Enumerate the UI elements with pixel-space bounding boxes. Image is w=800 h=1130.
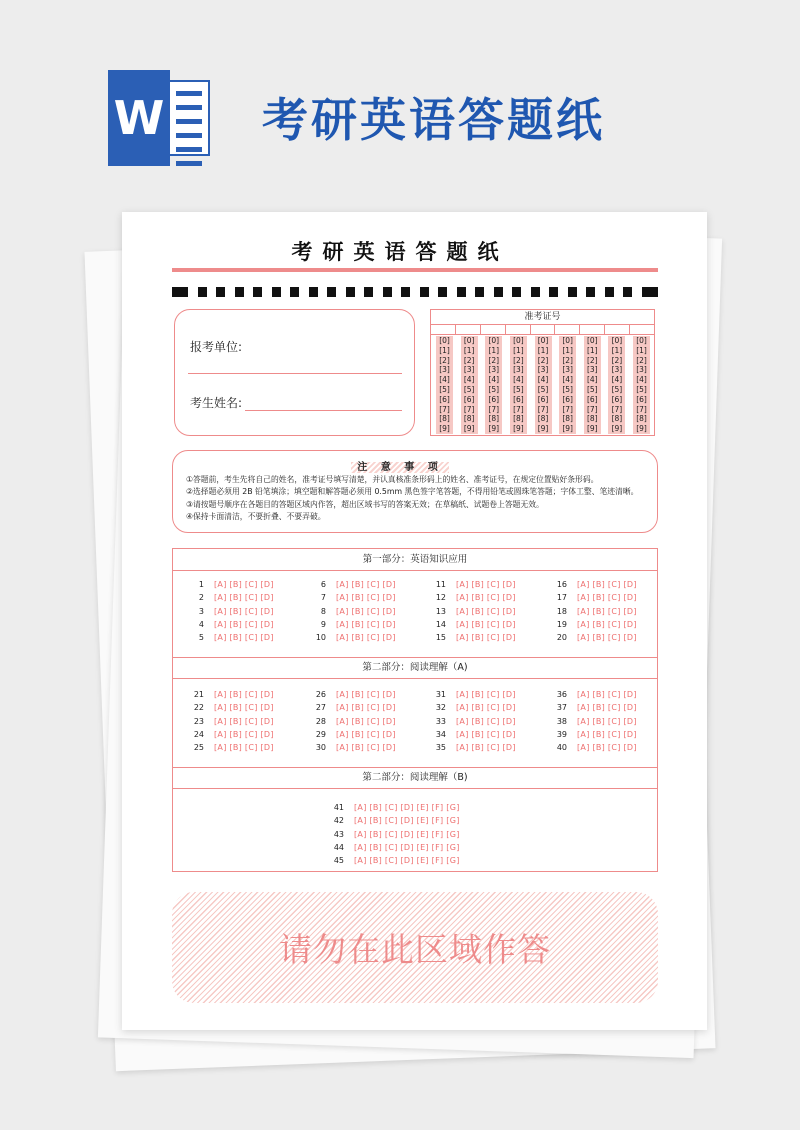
answer-options[interactable]: [A] [B] [C] [D] <box>577 580 637 589</box>
question-number: 14 <box>435 619 446 629</box>
digit-bubble[interactable]: [3] <box>611 365 623 375</box>
answer-options[interactable]: [A] [B] [C] [D] <box>214 633 274 643</box>
question-row <box>553 631 637 644</box>
digit-bubble[interactable]: [6] <box>439 394 450 404</box>
digit-bubble[interactable]: [7] <box>636 404 647 414</box>
digit-bubble[interactable]: [0] <box>586 336 598 345</box>
no-answer-zone <box>172 892 658 1003</box>
timing-mark <box>216 287 225 297</box>
digit-bubble[interactable]: [5] <box>611 384 623 394</box>
question-row <box>190 688 274 701</box>
digit-bubble[interactable]: [6] <box>488 394 500 404</box>
question-row <box>432 605 516 618</box>
no-answer-label: 请勿在此区域作答 <box>279 930 551 969</box>
digit-bubble[interactable]: [4] <box>463 375 475 385</box>
digit-bubble[interactable]: [4] <box>562 375 573 385</box>
digit-column[interactable] <box>485 336 502 434</box>
name-label: 考生姓名: <box>190 396 243 410</box>
digit-bubble[interactable]: [7] <box>439 404 450 414</box>
answer-options[interactable]: [A] [B] [C] [D] <box>214 743 274 753</box>
digit-bubble[interactable]: [3] <box>439 365 450 375</box>
question-number: 41 <box>333 803 344 812</box>
answer-options[interactable]: [A] [B] [C] [D] <box>214 729 274 739</box>
answer-options[interactable]: [A] [B] [C] [D] <box>456 703 516 713</box>
question-row <box>553 578 637 591</box>
digit-column[interactable] <box>608 336 625 434</box>
question-number: 24 <box>193 729 204 739</box>
question-number: 35 <box>435 743 446 753</box>
question-row <box>332 828 460 841</box>
question-row <box>553 701 637 714</box>
digit-bubble[interactable]: [2] <box>636 355 647 365</box>
digit-bubble[interactable]: [9] <box>562 424 573 434</box>
answer-options[interactable]: [A] [B] [C] [D] <box>577 690 637 699</box>
digit-bubble[interactable]: [1] <box>488 345 500 355</box>
question-number: 10 <box>315 633 326 643</box>
digit-bubble[interactable]: [9] <box>488 424 500 434</box>
question-row <box>312 578 396 591</box>
question-number: 29 <box>315 729 326 739</box>
question-number: 42 <box>333 816 344 826</box>
sheet-title: 考研英语答题纸 <box>291 240 509 264</box>
answer-options[interactable]: [A] [B] [C] [D] <box>456 729 516 739</box>
timing-mark <box>457 287 466 297</box>
question-number: 7 <box>320 593 326 603</box>
digit-bubble[interactable]: [3] <box>537 365 549 375</box>
digit-bubble[interactable]: [0] <box>488 336 500 345</box>
timing-mark <box>438 287 447 297</box>
digit-bubble[interactable]: [2] <box>439 355 450 365</box>
question-column <box>190 688 274 754</box>
question-row <box>432 618 516 631</box>
question-row <box>312 715 396 728</box>
question-number: 23 <box>193 716 204 726</box>
digit-bubble[interactable]: [8] <box>439 414 450 424</box>
digit-bubble[interactable]: [9] <box>537 424 549 434</box>
question-number: 43 <box>333 829 344 839</box>
digit-bubble[interactable]: [7] <box>513 404 524 414</box>
unit-field[interactable] <box>188 373 402 374</box>
timing-mark <box>401 287 410 297</box>
answer-options[interactable]: [A] [B] [C] [D] [E] [F] [G] <box>354 803 460 812</box>
digit-bubble[interactable]: [9] <box>463 424 475 434</box>
digit-bubble[interactable]: [0] <box>439 336 450 345</box>
question-column <box>432 688 516 754</box>
answer-options[interactable]: [A] [B] [C] [D] [E] [F] [G] <box>354 842 460 852</box>
digit-bubble[interactable]: [9] <box>439 424 450 434</box>
digit-bubble[interactable]: [3] <box>463 365 475 375</box>
digit-bubble[interactable]: [8] <box>562 414 573 424</box>
question-row <box>432 741 516 754</box>
question-number: 45 <box>333 856 344 866</box>
digit-bubble[interactable]: [9] <box>636 424 647 434</box>
answer-options[interactable]: [A] [B] [C] [D] <box>456 593 516 603</box>
question-row <box>312 741 396 754</box>
question-number: 31 <box>435 690 446 699</box>
digit-bubble[interactable]: [6] <box>562 394 573 404</box>
question-number: 8 <box>320 606 326 616</box>
note-item: ①答题前，考生先将自己的姓名，准考证号填写清楚，并认真核准条形码上的姓名、准考证号，在规定位置贴好条形码。 <box>186 475 599 484</box>
question-number: 3 <box>198 606 204 616</box>
title-rule <box>172 268 658 272</box>
question-number: 44 <box>333 842 344 852</box>
digit-bubble[interactable]: [2] <box>488 355 500 365</box>
digit-bubble[interactable]: [7] <box>611 404 623 414</box>
digit-column[interactable] <box>535 336 552 434</box>
answer-options[interactable]: [A] [B] [C] [D] <box>336 690 396 699</box>
digit-bubble[interactable]: [4] <box>513 375 524 385</box>
ticket-number-grid <box>430 309 655 436</box>
timing-mark <box>364 287 373 297</box>
question-row <box>190 578 274 591</box>
question-number: 11 <box>435 580 446 589</box>
unit-label: 报考单位: <box>190 340 243 354</box>
note-item: ②选择题必须用 2B 铅笔填涂；填空题和解答题必须用 0.5mm 黑色签字笔答题，不得用铅笔或圆珠笔答题；字体工整、笔迹清晰。 <box>186 487 639 497</box>
digit-bubble[interactable]: [1] <box>611 345 623 355</box>
digit-bubble[interactable]: [8] <box>611 414 623 424</box>
question-number: 16 <box>556 580 567 589</box>
digit-bubble[interactable]: [6] <box>463 394 475 404</box>
question-row <box>190 591 274 604</box>
answer-options[interactable]: [A] [B] [C] [D] <box>456 606 516 616</box>
timing-mark <box>346 287 355 297</box>
answer-options[interactable]: [A] [B] [C] [D] <box>577 606 637 616</box>
digit-bubble[interactable]: [1] <box>562 345 573 355</box>
digit-bubble[interactable]: [3] <box>513 365 524 375</box>
answer-options[interactable]: [A] [B] [C] [D] <box>214 690 274 699</box>
timing-mark <box>531 287 540 297</box>
question-row <box>553 591 637 604</box>
digit-bubble[interactable]: [8] <box>463 414 475 424</box>
digit-bubble[interactable]: [5] <box>488 384 500 394</box>
question-row <box>332 854 460 867</box>
answer-options[interactable]: [A] [B] [C] [D] <box>336 703 396 713</box>
question-number: 2 <box>198 593 204 603</box>
answer-options[interactable]: [A] [B] [C] [D] <box>214 606 274 616</box>
timing-mark <box>623 287 632 297</box>
notes-list <box>186 474 638 523</box>
digit-bubble[interactable]: [6] <box>636 394 647 404</box>
digit-column[interactable] <box>461 336 478 434</box>
page-title: 考研英语答题纸 <box>262 93 605 147</box>
question-row <box>332 801 460 814</box>
question-number: 28 <box>315 716 326 726</box>
question-number: 4 <box>198 619 204 629</box>
timing-mark <box>494 287 503 297</box>
question-column <box>190 578 274 644</box>
answer-options[interactable]: [A] [B] [C] [D] <box>577 619 637 629</box>
question-row <box>553 741 637 754</box>
question-row <box>190 741 274 754</box>
timing-mark <box>642 287 658 297</box>
answer-options[interactable]: [A] [B] [C] [D] <box>456 690 516 699</box>
question-row <box>312 688 396 701</box>
digit-bubble[interactable]: [2] <box>586 355 598 365</box>
question-number: 21 <box>193 690 204 699</box>
answer-options[interactable]: [A] [B] [C] [D] <box>336 633 396 643</box>
digit-bubble[interactable]: [5] <box>537 384 549 394</box>
question-number: 32 <box>435 703 446 713</box>
digit-bubble[interactable]: [0] <box>562 336 573 345</box>
digit-bubble[interactable]: [8] <box>636 414 647 424</box>
digit-bubble[interactable]: [7] <box>562 404 573 414</box>
question-row <box>312 618 396 631</box>
notes-title: 注 意 事 项 <box>0 458 800 473</box>
question-number: 30 <box>315 743 326 753</box>
section-1-title: 第一部分：英语知识应用 <box>173 549 657 571</box>
ticket-number-label: 准考证号 <box>431 310 654 325</box>
question-row <box>190 631 274 644</box>
question-number: 6 <box>320 580 326 589</box>
question-row <box>553 715 637 728</box>
digit-bubble[interactable]: [1] <box>439 345 450 355</box>
answer-options[interactable]: [A] [B] [C] [D] <box>214 580 274 589</box>
question-row <box>190 605 274 618</box>
digit-bubble[interactable]: [3] <box>636 365 647 375</box>
question-number: 1 <box>198 580 204 589</box>
question-row <box>553 605 637 618</box>
question-number: 36 <box>556 690 567 699</box>
answer-options[interactable]: [A] [B] [C] [D] <box>336 716 396 726</box>
name-field[interactable] <box>245 410 402 411</box>
question-row <box>332 814 460 827</box>
digit-bubble[interactable]: [4] <box>488 375 500 385</box>
digit-bubble[interactable]: [1] <box>636 345 647 355</box>
question-column <box>312 688 396 754</box>
answer-options[interactable]: [A] [B] [C] [D] <box>214 619 274 629</box>
digit-bubble[interactable]: [6] <box>513 394 524 404</box>
question-number: 39 <box>556 729 567 739</box>
digit-bubble[interactable]: [2] <box>537 355 549 365</box>
question-column <box>332 801 460 867</box>
question-row <box>312 728 396 741</box>
digit-bubble[interactable]: [5] <box>463 384 475 394</box>
answer-options[interactable]: [A] [B] [C] [D] <box>336 619 396 629</box>
digit-bubble[interactable]: [6] <box>537 394 549 404</box>
digit-bubble[interactable]: [9] <box>513 424 524 434</box>
question-row <box>312 631 396 644</box>
timing-mark <box>253 287 262 297</box>
question-row <box>432 715 516 728</box>
question-number: 13 <box>435 606 446 616</box>
answer-options[interactable]: [A] [B] [C] [D] <box>577 716 637 726</box>
question-row <box>312 605 396 618</box>
question-row <box>332 841 460 854</box>
answer-options[interactable]: [A] [B] [C] [D] <box>577 729 637 739</box>
question-row <box>190 728 274 741</box>
digit-bubble[interactable]: [8] <box>513 414 524 424</box>
timing-mark <box>290 287 299 297</box>
digit-bubble[interactable]: [9] <box>586 424 598 434</box>
timing-mark <box>605 287 614 297</box>
section-2a-title: 第二部分：阅读理解（A) <box>173 657 657 679</box>
timing-mark <box>235 287 244 297</box>
digit-column[interactable] <box>559 336 576 434</box>
digit-column[interactable] <box>510 336 527 434</box>
note-item: ④保持卡面清洁，不要折叠、不要弄破。 <box>186 511 326 521</box>
digit-bubble[interactable]: [7] <box>586 404 598 414</box>
digit-bubble[interactable]: [8] <box>586 414 598 424</box>
digit-column[interactable] <box>584 336 601 434</box>
digit-bubble[interactable]: [0] <box>611 336 623 345</box>
answer-options[interactable]: [A] [B] [C] [D] <box>336 606 396 616</box>
question-row <box>432 591 516 604</box>
timing-mark <box>420 287 429 297</box>
digit-column[interactable] <box>436 336 453 434</box>
question-number: 12 <box>435 593 446 603</box>
digit-bubble[interactable]: [7] <box>537 404 549 414</box>
timing-mark <box>512 287 521 297</box>
answer-options[interactable]: [A] [B] [C] [D] <box>456 716 516 726</box>
digit-bubble[interactable]: [8] <box>488 414 500 424</box>
answer-options[interactable]: [A] [B] [C] [D] <box>456 580 516 589</box>
digit-bubble[interactable]: [1] <box>537 345 549 355</box>
question-row <box>432 701 516 714</box>
digit-bubble[interactable]: [2] <box>611 355 623 365</box>
question-column <box>553 688 637 754</box>
digit-bubble[interactable]: [5] <box>562 384 573 394</box>
digit-bubble[interactable]: [0] <box>537 336 549 345</box>
note-item: ③请按题号顺序在各题目的答题区域内作答，超出区域书写的答案无效；在草稿纸、试题卷上答题无效。 <box>186 499 544 509</box>
question-number: 34 <box>435 729 446 739</box>
question-number: 18 <box>556 606 567 616</box>
digit-bubble[interactable]: [2] <box>463 355 475 365</box>
question-row <box>312 701 396 714</box>
digit-bubble[interactable]: [5] <box>636 384 647 394</box>
digit-bubble[interactable]: [0] <box>463 336 475 345</box>
page-header <box>0 0 800 190</box>
digit-bubble[interactable]: [5] <box>439 384 450 394</box>
digit-bubble[interactable]: [0] <box>513 336 524 345</box>
digit-bubble[interactable]: [4] <box>611 375 623 385</box>
answer-options[interactable]: [A] [B] [C] [D] <box>336 593 396 603</box>
timing-mark <box>586 287 595 297</box>
digit-bubble[interactable]: [1] <box>513 345 524 355</box>
word-logo-icon <box>108 70 212 166</box>
question-number: 15 <box>435 633 446 643</box>
digit-bubble[interactable]: [8] <box>537 414 549 424</box>
digit-bubble[interactable]: [3] <box>562 365 573 375</box>
question-row <box>190 618 274 631</box>
question-row <box>432 578 516 591</box>
digit-bubble[interactable]: [3] <box>586 365 598 375</box>
digit-bubble[interactable]: [6] <box>586 394 598 404</box>
question-row <box>553 688 637 701</box>
timing-mark <box>198 287 207 297</box>
answer-options[interactable]: [A] [B] [C] [D] <box>456 743 516 753</box>
timing-mark <box>327 287 336 297</box>
question-number: 37 <box>556 703 567 713</box>
question-row <box>432 631 516 644</box>
timing-marks <box>172 287 658 297</box>
section-2b-title: 第二部分：阅读理解（B) <box>173 767 657 789</box>
digit-column[interactable] <box>633 336 650 434</box>
question-row <box>312 591 396 604</box>
answer-options[interactable]: [A] [B] [C] [D] <box>336 580 396 589</box>
timing-mark <box>549 287 558 297</box>
answer-options[interactable]: [A] [B] [C] [D] <box>336 729 396 739</box>
digit-bubble[interactable]: [3] <box>488 365 500 375</box>
digit-bubble[interactable]: [0] <box>636 336 647 345</box>
answer-options[interactable]: [A] [B] [C] [D] <box>577 703 637 713</box>
question-column <box>553 578 637 644</box>
answer-options[interactable]: [A] [B] [C] [D] <box>577 743 637 753</box>
digit-bubble[interactable]: [4] <box>586 375 598 385</box>
question-column <box>312 578 396 644</box>
digit-bubble[interactable]: [7] <box>463 404 475 414</box>
question-number: 27 <box>315 703 326 713</box>
question-number: 19 <box>556 619 567 629</box>
timing-mark <box>475 287 484 297</box>
question-row <box>190 715 274 728</box>
digit-bubble[interactable]: [4] <box>636 375 647 385</box>
digit-bubble[interactable]: [1] <box>463 345 475 355</box>
digit-bubble[interactable]: [5] <box>513 384 524 394</box>
question-number: 38 <box>556 716 567 726</box>
question-number: 20 <box>556 633 567 643</box>
digit-bubble[interactable]: [1] <box>586 345 598 355</box>
question-number: 22 <box>193 703 204 713</box>
question-row <box>553 728 637 741</box>
answer-options[interactable]: [A] [B] [C] [D] <box>456 633 516 643</box>
question-column <box>432 578 516 644</box>
answer-options[interactable]: [A] [B] [C] [D] <box>456 619 516 629</box>
question-number: 5 <box>198 633 204 643</box>
question-number: 40 <box>556 743 567 753</box>
digit-bubble[interactable]: [4] <box>537 375 549 385</box>
answer-options[interactable]: [A] [B] [C] [D] <box>336 743 396 753</box>
digit-bubble[interactable]: [2] <box>513 355 524 365</box>
question-number: 17 <box>556 593 567 603</box>
question-number: 26 <box>315 690 326 699</box>
answer-options[interactable]: [A] [B] [C] [D] <box>214 716 274 726</box>
timing-mark <box>568 287 577 297</box>
digit-bubble[interactable]: [5] <box>586 384 598 394</box>
timing-mark <box>272 287 281 297</box>
timing-mark <box>383 287 392 297</box>
answer-options[interactable]: [A] [B] [C] [D] <box>577 633 637 643</box>
answer-options[interactable]: [A] [B] [C] [D] [E] [F] [G] <box>354 816 460 826</box>
question-row <box>432 688 516 701</box>
ticket-number-cells[interactable] <box>431 325 654 335</box>
digit-bubble[interactable]: [6] <box>611 394 623 404</box>
question-row <box>190 701 274 714</box>
question-number: 9 <box>320 619 326 629</box>
digit-bubble[interactable]: [4] <box>439 375 450 385</box>
digit-bubble[interactable]: [2] <box>562 355 573 365</box>
question-row <box>432 728 516 741</box>
timing-mark <box>309 287 318 297</box>
answer-options[interactable]: [A] [B] [C] [D] <box>577 593 637 603</box>
question-number: 33 <box>435 716 446 726</box>
digit-bubble[interactable]: [7] <box>488 404 500 414</box>
digit-bubble[interactable]: [9] <box>611 424 623 434</box>
word-logo-letter: W <box>108 70 170 166</box>
question-row <box>553 618 637 631</box>
question-number: 25 <box>193 743 204 753</box>
answer-options[interactable]: [A] [B] [C] [D] <box>214 703 274 713</box>
answer-options[interactable]: [A] [B] [C] [D] [E] [F] [G] <box>354 829 460 839</box>
answer-options[interactable]: [A] [B] [C] [D] [E] [F] [G] <box>354 856 460 866</box>
timing-mark <box>172 287 188 297</box>
answer-options[interactable]: [A] [B] [C] [D] <box>214 593 274 603</box>
